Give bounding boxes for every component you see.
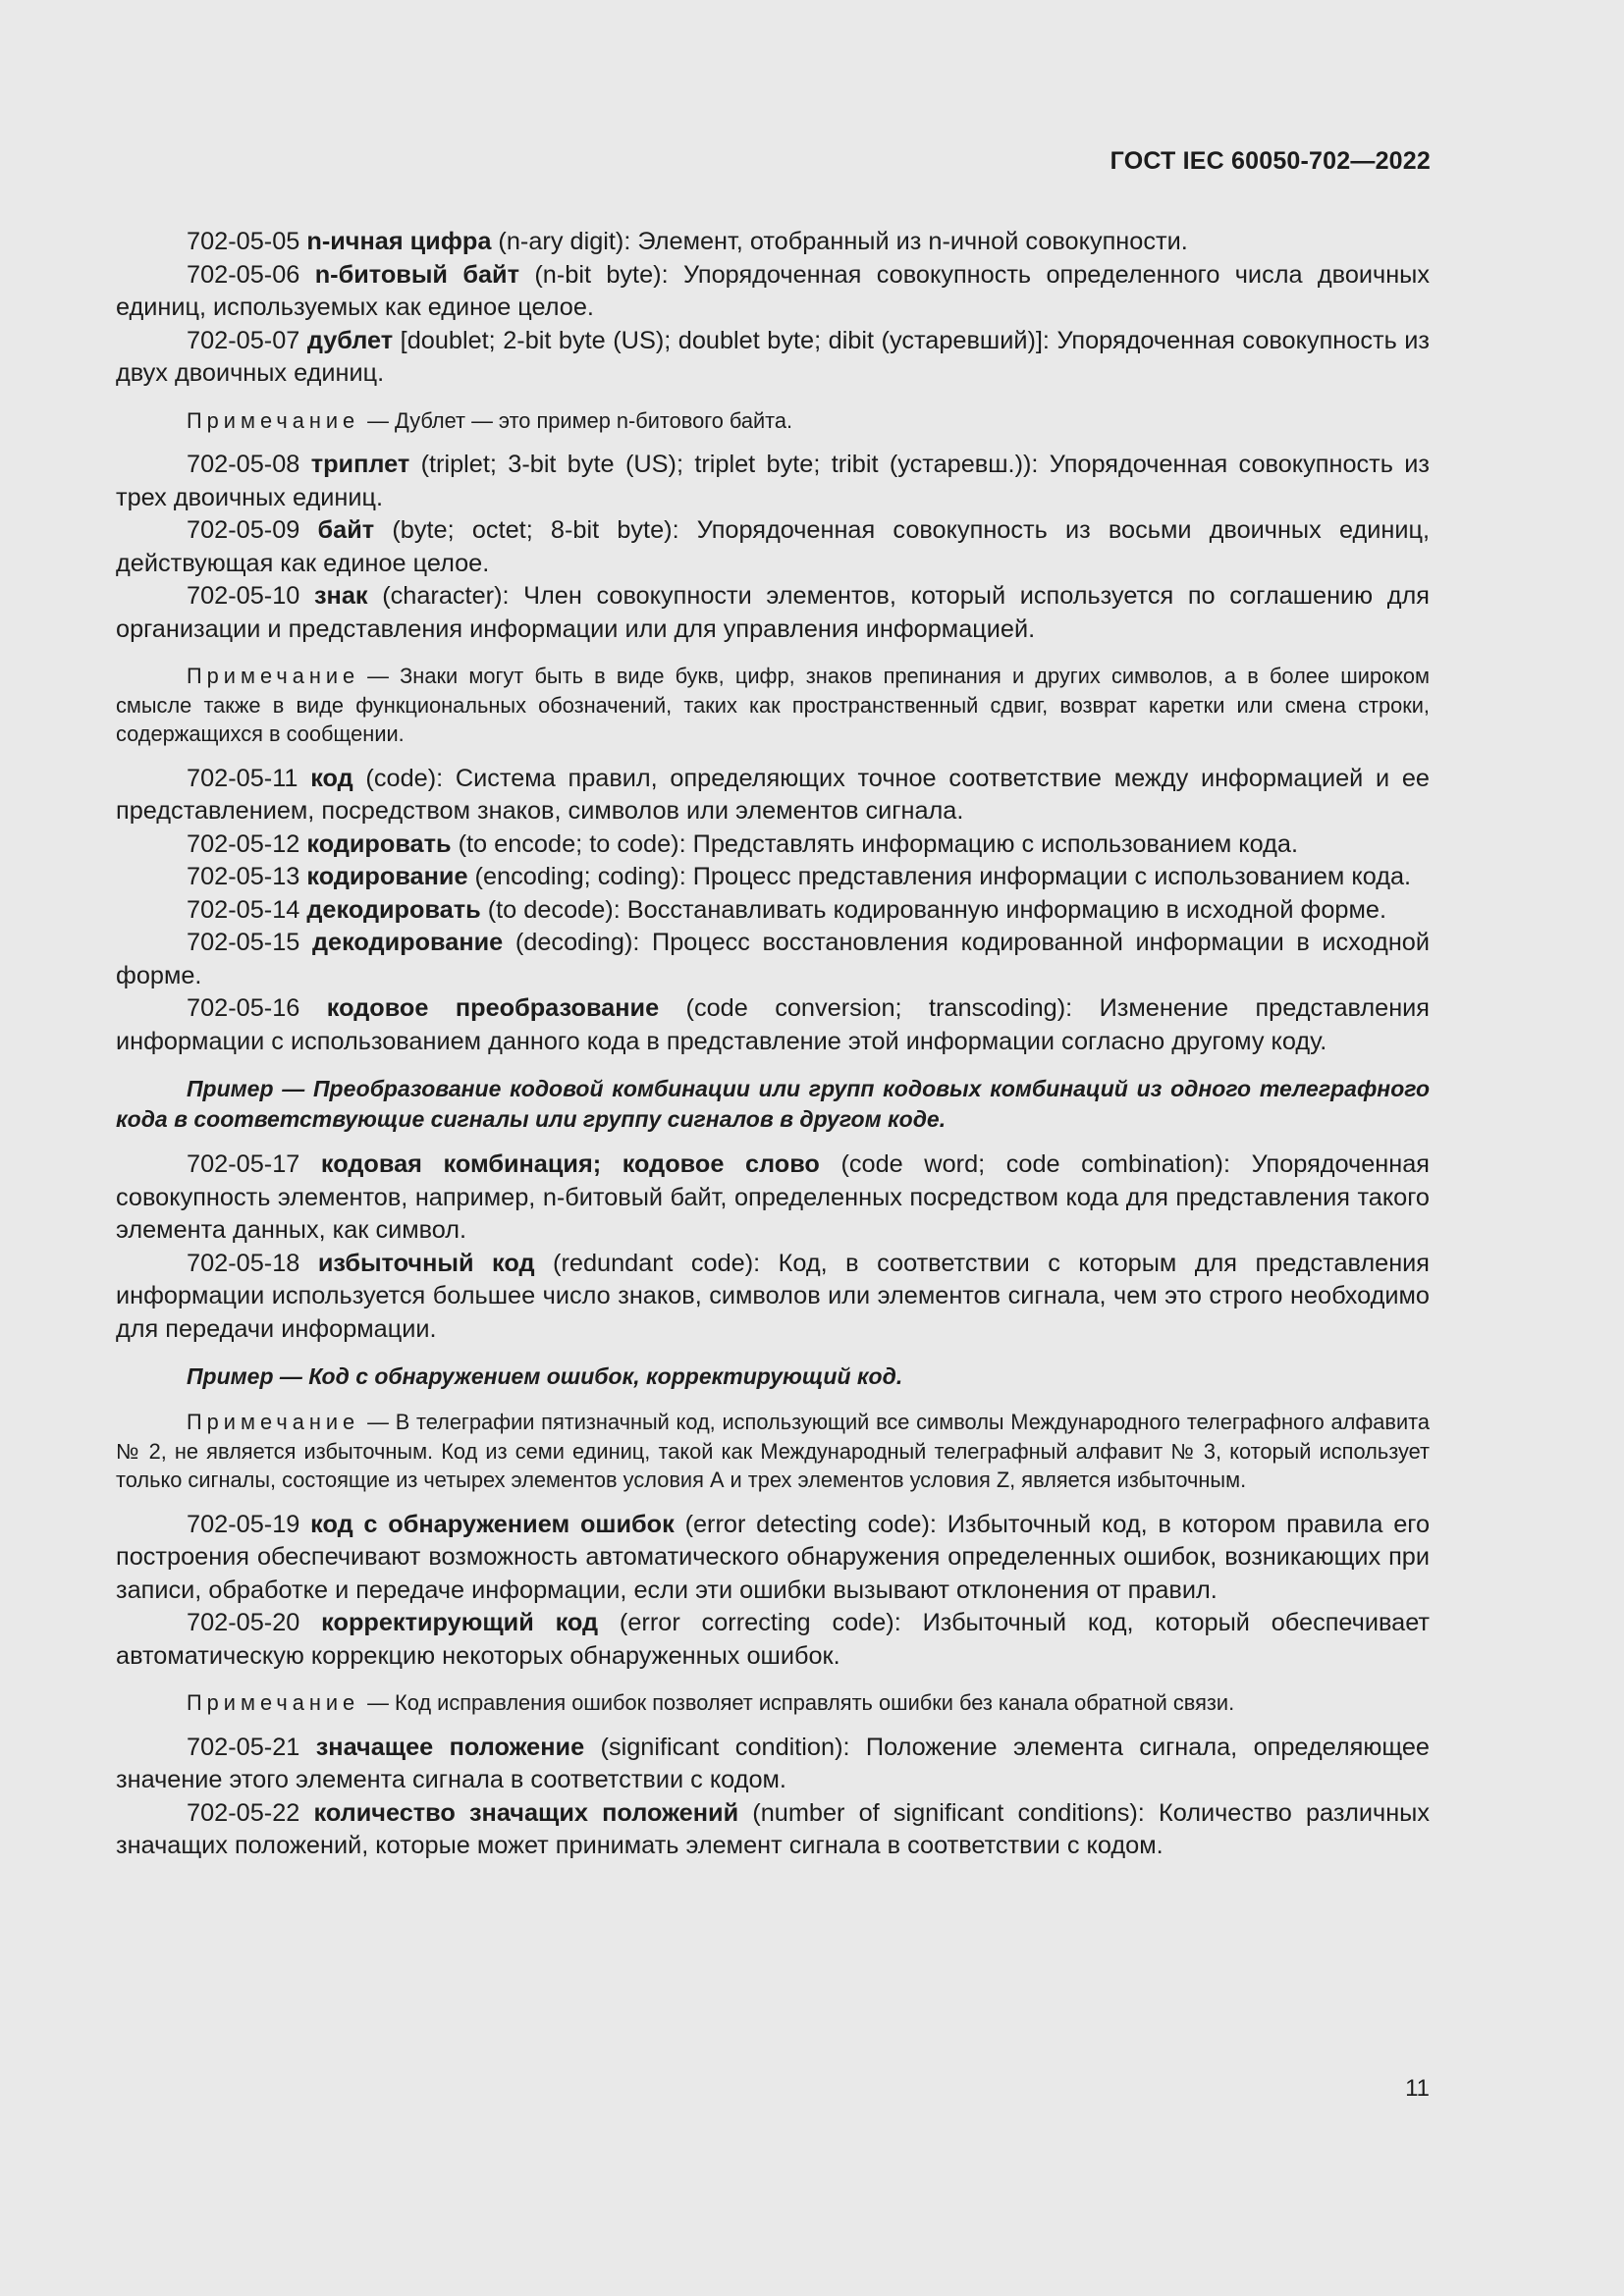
entry-term: дублет bbox=[306, 326, 394, 354]
entry-definition: (byte; octet; 8-bit byte): Упорядоченная совокупность из восьми двоичных единиц, действующая как единое целое. bbox=[116, 516, 1430, 577]
term-entry bbox=[116, 226, 1430, 259]
entry-term: кодовая комбинация; кодовое слово bbox=[320, 1150, 820, 1178]
entry-term: знак bbox=[313, 582, 368, 610]
term-entry bbox=[116, 1732, 1430, 1797]
entry-number: 702-05-11 bbox=[187, 764, 298, 792]
term-entry bbox=[116, 763, 1430, 828]
entry-definition: (code conversion; transcoding): Изменение представления информации с использованием данного кода в представление этой информации согласно другому коду. bbox=[116, 994, 1430, 1055]
entry-definition: (decoding): Процесс восстановления кодированной информации в исходной форме. bbox=[116, 929, 1430, 989]
term-entry bbox=[116, 449, 1430, 514]
entry-definition: (n-bit byte): Упорядоченная совокупность определенного числа двоичных единиц, используемых как единое целое. bbox=[116, 260, 1430, 321]
entry-definition: (redundant code): Код, в соответствии с которым для представления информации используется большее число знаков, символов или элементов сигнала, чем это строго необходимо для передачи информации. bbox=[116, 1249, 1430, 1343]
document-code-header: ГОСТ IEC 60050-702—2022 bbox=[1110, 147, 1431, 175]
page-number: 11 bbox=[1405, 2075, 1430, 2102]
note bbox=[116, 406, 1430, 436]
entry-term: количество значащих положений bbox=[313, 1798, 739, 1827]
example: Пример — Преобразование кодовой комбинации или групп кодовых комбинаций из одного телеграфного кода в соответствующие сигналы или группу сигналов в другом коде. bbox=[116, 1076, 1430, 1132]
note-label: Примечание bbox=[187, 664, 360, 688]
entry-number: 702-05-22 bbox=[187, 1798, 300, 1827]
entry-number: 702-05-06 bbox=[187, 260, 300, 289]
entry-term: байт bbox=[317, 516, 375, 544]
entry-number: 702-05-21 bbox=[187, 1733, 300, 1761]
term-entry bbox=[116, 1607, 1430, 1673]
entry-definition: (significant condition): Положение элемента сигнала, определяющее значение этого элемента сигнала в соответствии с кодом. bbox=[116, 1733, 1431, 1793]
term-entry bbox=[116, 259, 1430, 325]
term-entry bbox=[116, 992, 1430, 1058]
entry-number: 702-05-07 bbox=[187, 326, 300, 354]
term-entry bbox=[116, 514, 1430, 580]
entry-term: избыточный код bbox=[317, 1249, 535, 1277]
entry-term: декодировать bbox=[306, 895, 481, 924]
note-label: Примечание bbox=[187, 1690, 360, 1715]
entry-definition: (triplet; 3-bit byte (US); triplet byte; tribit (устаревш.)): Упорядоченная совокупность из трех двоичных единиц. bbox=[116, 451, 1431, 511]
entry-number: 702-05-14 bbox=[187, 895, 300, 924]
example: Пример — Код с обнаружением ошибок, корректирующий код. bbox=[187, 1363, 903, 1389]
entry-term: n-ичная цифра bbox=[306, 228, 492, 255]
note-label: Примечание bbox=[187, 1410, 360, 1434]
note-label: Примечание bbox=[187, 407, 360, 433]
entry-term: значащее положение bbox=[315, 1733, 585, 1761]
note-text: — В телеграфии пятизначный код, использующий все символы Международного телеграфного алфавита № 2, не является избыточным. Код из семи единиц, такой как Международный телеграфный алфавит № 3, который использует только сигналы, состоящие из четырех элементов условия А и трех элементов условия Z, является избыточным. bbox=[116, 1410, 1430, 1492]
entry-number: 702-05-16 bbox=[187, 994, 300, 1022]
entry-number: 702-05-08 bbox=[187, 451, 300, 478]
terms-content bbox=[116, 226, 1430, 1863]
entry-number: 702-05-17 bbox=[187, 1150, 300, 1178]
entry-number: 702-05-20 bbox=[187, 1609, 300, 1636]
entry-number: 702-05-09 bbox=[187, 516, 300, 544]
entry-definition: (character): Член совокупности элементов, который используется по соглашению для организации и представления информации или для управления информацией. bbox=[116, 582, 1430, 643]
entry-number: 702-05-19 bbox=[187, 1510, 300, 1538]
entry-definition: (to encode; to code): Представлять информацию с использованием кода. bbox=[451, 829, 1298, 858]
entry-definition: (n-ary digit): Элемент, отобранный из n-ичной совокупности. bbox=[491, 228, 1188, 255]
entry-number: 702-05-13 bbox=[187, 863, 300, 890]
term-entry bbox=[116, 1148, 1430, 1248]
entry-term: n-битовый байт bbox=[314, 260, 519, 289]
entry-number: 702-05-10 bbox=[187, 582, 300, 610]
entry-term: корректирующий код bbox=[321, 1609, 599, 1636]
note-text: — Знаки могут быть в виде букв, цифр, знаков препинания и других символов, а в более широком смысле также в виде функциональных обозначений, таких как пространственный сдвиг, возврат каретки или смена строки, содержащихся в сообщении. bbox=[116, 664, 1430, 746]
term-entry bbox=[116, 828, 1430, 862]
entry-definition: [doublet; 2-bit byte (US); doublet byte; dibit (устаревший)]: Упорядоченная совокупность из двух двоичных единиц. bbox=[116, 326, 1430, 387]
entry-definition: (to decode): Восстанавливать кодированную информацию в исходной форме. bbox=[480, 895, 1386, 924]
entry-term: декодирование bbox=[311, 929, 504, 956]
term-entry bbox=[116, 1797, 1430, 1863]
term-entry bbox=[116, 325, 1430, 391]
entry-definition: (error correcting code): Избыточный код, который обеспечивает автоматическую коррекцию некоторых обнаруженных ошибок. bbox=[116, 1609, 1431, 1670]
note-text: — Дублет — это пример n-битового байта. bbox=[367, 407, 793, 433]
term-entry bbox=[116, 1509, 1430, 1608]
entry-definition: (code): Система правил, определяющих точное соответствие между информацией и ее представлением, посредством знаков, символов или элементов сигнала. bbox=[116, 764, 1430, 825]
term-entry bbox=[116, 1248, 1430, 1347]
term-entry bbox=[116, 861, 1430, 894]
term-entry bbox=[116, 580, 1430, 646]
entry-term: код bbox=[310, 764, 353, 792]
note bbox=[116, 1408, 1430, 1495]
note-text: — Код исправления ошибок позволяет исправлять ошибки без канала обратной связи. bbox=[367, 1690, 1235, 1715]
entry-definition: (error detecting code): Избыточный код, в котором правила его построения обеспечивают возможность автоматического обнаружения определенных ошибок, возникающих при записи, обработке и передаче информации, если эти ошибки вызывают отклонения от правил. bbox=[116, 1510, 1431, 1604]
entry-definition: (code word; code combination): Упорядоченная совокупность элементов, например, n-битовый байт, определенных посредством кода для представления такого элемента данных, как символ. bbox=[116, 1150, 1430, 1244]
term-entry bbox=[116, 927, 1430, 992]
note bbox=[116, 1688, 1430, 1718]
entry-definition: (encoding; coding): Процесс представления информации с использованием кода. bbox=[467, 863, 1412, 890]
entry-number: 702-05-05 bbox=[187, 228, 300, 255]
entry-term: кодовое преобразование bbox=[326, 994, 660, 1022]
entry-term: кодирование bbox=[306, 863, 468, 890]
entry-term: кодировать bbox=[306, 829, 452, 858]
entry-term: триплет bbox=[310, 451, 410, 478]
note bbox=[116, 662, 1430, 749]
entry-number: 702-05-18 bbox=[187, 1249, 300, 1277]
entry-number: 702-05-15 bbox=[187, 929, 300, 956]
entry-number: 702-05-12 bbox=[187, 829, 300, 858]
term-entry bbox=[116, 894, 1430, 928]
entry-definition: (number of significant conditions): Количество различных значащих положений, которые может принимать элемент сигнала в соответствии с кодом. bbox=[116, 1798, 1431, 1859]
entry-term: код с обнаружением ошибок bbox=[310, 1510, 675, 1538]
